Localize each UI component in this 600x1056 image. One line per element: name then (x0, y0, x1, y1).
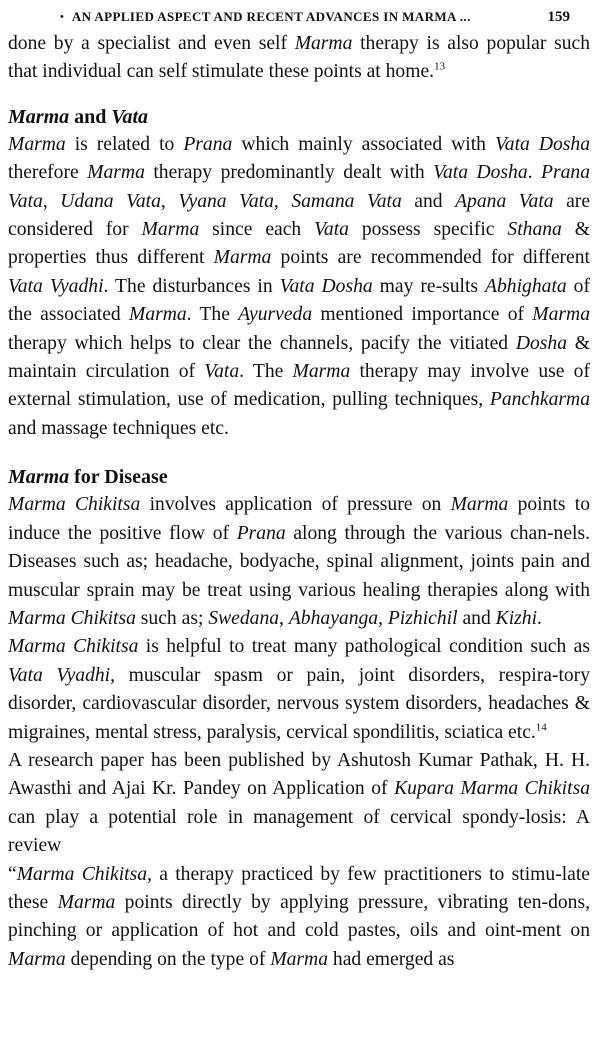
running-title (60, 8, 471, 26)
section-heading-marma-and-vata: Marma and Vata (8, 105, 149, 128)
intro-text: done by a specialist and even self Marma therapy is also popular such that individual can self stimulate these points at home. (8, 33, 590, 83)
header-bullet: • (60, 11, 64, 23)
footnote-14: 14 (535, 721, 547, 733)
disease-paragraph-4: “Marma Chikitsa, a therapy practiced by few practitioners to stimu-late these Marma points directly by applying pressure, vibrating ten-dons, pinching or application of hot and cold pastes, oils and oint-ment on Marma depending on the type of Marma had emerged as (8, 863, 591, 970)
section-heading-marma-for-disease: Marma for Disease (8, 466, 168, 489)
disease-paragraph-1: Marma Chikitsa involves application of pressure on Marma points to induce the positive flow of Prana along through the various chan-nels. Diseases such as; headache, bodyache, spinal alignment, joints pain and muscular sprain may be treat using various healing therapies along with Marma Chikitsa such as; Swedana, Abhayanga, Pizhichil and Kizhi. (8, 494, 591, 629)
disease-paragraph-2: Marma Chikitsa is helpful to treat many pathological condition such as Vata Vyadhi, muscular spasm or pain, joint disorders, respira-tory disorder, cardiovascular disorder, nervous system disorders, headaches & migraines, mental stress, paralysis, cervical spondilitis, sciatica etc. (8, 636, 591, 743)
vata-paragraph: Marma is related to Prana which mainly associated with Vata Dosha therefore Marma therapy predominantly dealt with Vata Dosha. Prana Vata, Udana Vata, Vyana Vata, Samana Vata and Apana Vata are considered for Marma since each Vata possess specific Sthana & properties thus different Marma points are recommended for different Vata Vyadhi. The disturbances in Vata Dosha may re-sults Abhighata of the associated Marma. The Ayurveda mentioned importance of Marma therapy which helps to clear the channels, pacify the vitiated Dosha & maintain circulation of Vata. The Marma therapy may involve use of external stimulation, use of medication, pulling techniques, Panchkarma and massage techniques etc. (8, 133, 591, 439)
footnote-13: 13 (434, 60, 446, 73)
page-number: 159 (547, 9, 570, 25)
running-title-text: AN APPLIED ASPECT AND RECENT ADVANCES IN MARMA ... (71, 9, 471, 24)
running-header (8, 0, 590, 28)
disease-paragraph-3: A research paper has been published by Ashutosh Kumar Pathak, H. H. Awasthi and Ajai Kr. Pandey on Application of Kupara Marma Chikitsa can play a potential role in management of cervical spondy-losis: A review (8, 749, 590, 857)
intro-paragraph (8, 30, 590, 87)
